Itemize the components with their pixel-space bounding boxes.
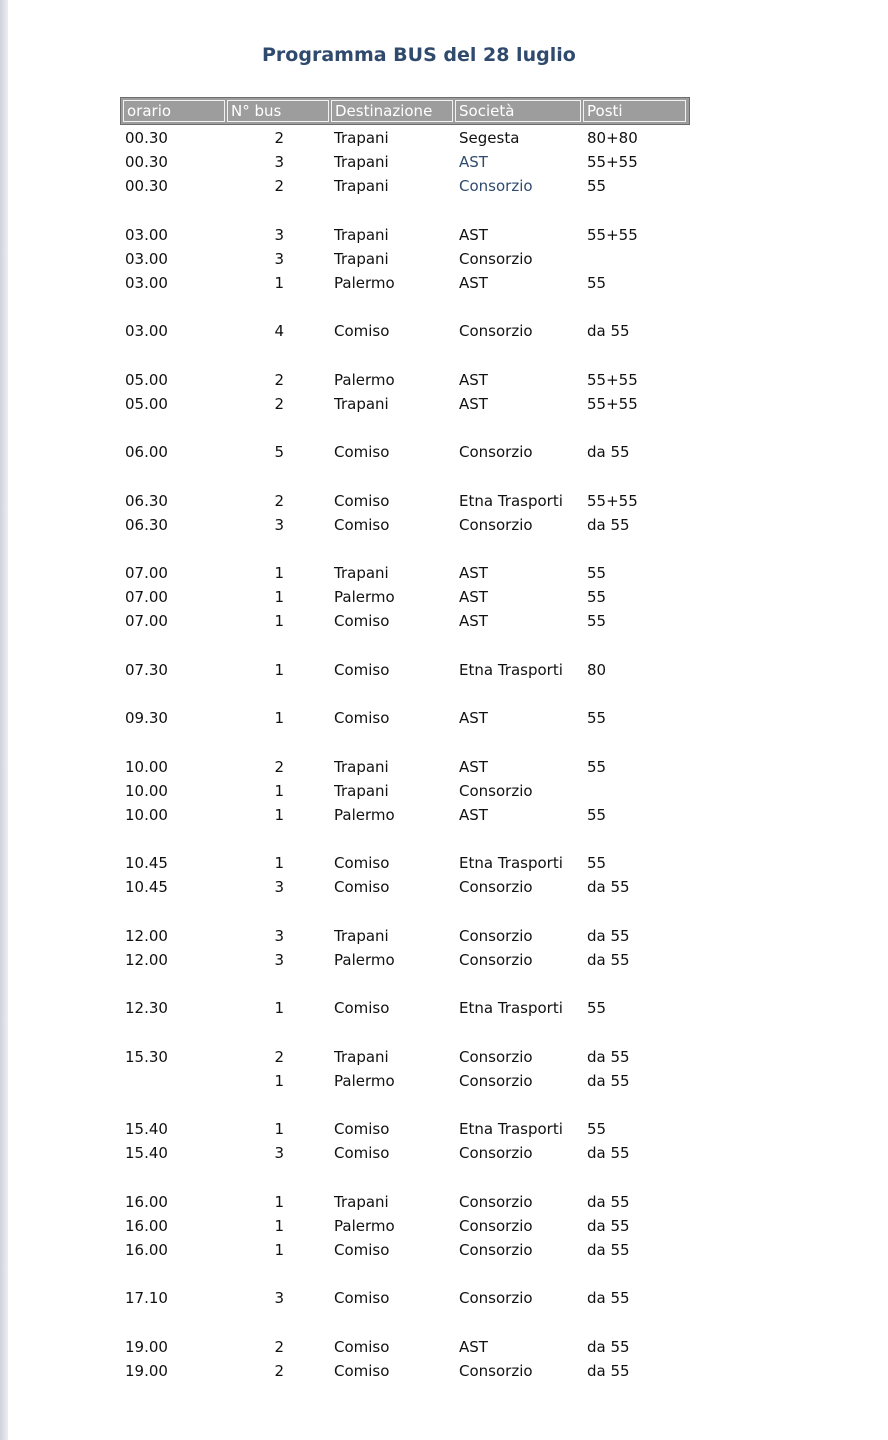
cell-societa: AST (459, 758, 488, 776)
cell-posti: 55+55 (587, 492, 638, 510)
cell-posti: 55 (587, 999, 607, 1017)
cell-destinazione: Comiso (334, 516, 390, 534)
cell-n-bus: 1 (274, 1072, 284, 1090)
cell-posti: 55+55 (587, 395, 638, 413)
page-title: Programma BUS del 28 luglio (262, 44, 576, 66)
cell-n-bus: 3 (274, 878, 284, 896)
cell-posti: da 55 (587, 1193, 630, 1211)
table-row (0, 1046, 888, 1068)
cell-societa: Consorzio (459, 1072, 533, 1090)
cell-destinazione: Palermo (334, 806, 395, 824)
cell-societa: Consorzio (459, 782, 533, 800)
table-row (0, 659, 888, 681)
cell-orario: 10.45 (125, 854, 168, 872)
table-row (0, 610, 888, 632)
cell-n-bus: 3 (274, 951, 284, 969)
cell-posti: 55 (587, 854, 607, 872)
cell-orario: 17.10 (125, 1289, 168, 1307)
table-row (0, 925, 888, 947)
cell-societa: Consorzio (459, 1144, 533, 1162)
cell-destinazione: Palermo (334, 274, 395, 292)
table-row (0, 756, 888, 778)
table-row (0, 1239, 888, 1261)
table-row (0, 1336, 888, 1358)
header-orario: orario (123, 100, 225, 122)
cell-societa: AST (459, 612, 488, 630)
cell-orario: 00.30 (125, 129, 168, 147)
cell-orario: 06.00 (125, 443, 168, 461)
cell-societa: Consorzio (459, 1289, 533, 1307)
cell-societa: AST (459, 564, 488, 582)
cell-destinazione: Trapani (334, 758, 389, 776)
cell-orario: 12.30 (125, 999, 168, 1017)
table-row (0, 1215, 888, 1237)
cell-posti: da 55 (587, 878, 630, 896)
cell-n-bus: 2 (274, 395, 284, 413)
cell-n-bus: 2 (274, 371, 284, 389)
cell-destinazione: Trapani (334, 226, 389, 244)
table-row (0, 1287, 888, 1309)
cell-societa: Consorzio (459, 1193, 533, 1211)
cell-n-bus: 1 (274, 1217, 284, 1235)
cell-destinazione: Comiso (334, 1289, 390, 1307)
table-row (0, 1118, 888, 1140)
cell-destinazione: Comiso (334, 999, 390, 1017)
cell-n-bus: 2 (274, 129, 284, 147)
cell-societa: Segesta (459, 129, 520, 147)
cell-posti: da 55 (587, 1144, 630, 1162)
cell-societa: AST (459, 709, 488, 727)
cell-posti: 55+55 (587, 226, 638, 244)
cell-posti: da 55 (587, 1362, 630, 1380)
cell-orario: 16.00 (125, 1217, 168, 1235)
cell-societa: AST (459, 395, 488, 413)
cell-n-bus: 3 (274, 927, 284, 945)
cell-posti: da 55 (587, 322, 630, 340)
cell-posti: da 55 (587, 1048, 630, 1066)
cell-posti: 55 (587, 709, 607, 727)
table-row (0, 175, 888, 197)
cell-societa: Consorzio (459, 443, 533, 461)
cell-posti: da 55 (587, 1241, 630, 1259)
cell-orario: 07.30 (125, 661, 168, 679)
table-row (0, 224, 888, 246)
table-row (0, 320, 888, 342)
cell-n-bus: 1 (274, 1120, 284, 1138)
cell-orario: 09.30 (125, 709, 168, 727)
cell-destinazione: Comiso (334, 878, 390, 896)
cell-societa: Etna Trasporti (459, 1120, 563, 1138)
cell-societa: Consorzio (459, 1217, 533, 1235)
cell-posti: da 55 (587, 443, 630, 461)
table-row (0, 514, 888, 536)
cell-societa: AST (459, 588, 488, 606)
cell-societa: AST (459, 274, 488, 292)
cell-posti: 55 (587, 758, 607, 776)
cell-orario: 10.00 (125, 758, 168, 776)
cell-posti: da 55 (587, 951, 630, 969)
cell-orario: 00.30 (125, 153, 168, 171)
cell-destinazione: Trapani (334, 927, 389, 945)
table-row (0, 1360, 888, 1382)
cell-societa: Consorzio (459, 1241, 533, 1259)
cell-orario: 07.00 (125, 564, 168, 582)
cell-societa: Consorzio (459, 1362, 533, 1380)
table-row (0, 780, 888, 802)
table-row (0, 997, 888, 1019)
cell-orario: 06.30 (125, 516, 168, 534)
table-row (0, 876, 888, 898)
cell-societa: Etna Trasporti (459, 661, 563, 679)
cell-orario: 05.00 (125, 371, 168, 389)
cell-orario: 16.00 (125, 1241, 168, 1259)
cell-destinazione: Trapani (334, 177, 389, 195)
cell-posti: da 55 (587, 1289, 630, 1307)
cell-posti: 80 (587, 661, 607, 679)
table-row (0, 586, 888, 608)
cell-orario: 15.40 (125, 1120, 168, 1138)
header-societa: Società (455, 100, 581, 122)
table-row (0, 562, 888, 584)
cell-orario: 03.00 (125, 226, 168, 244)
cell-n-bus: 1 (274, 999, 284, 1017)
cell-destinazione: Comiso (334, 443, 390, 461)
cell-destinazione: Trapani (334, 395, 389, 413)
cell-posti: 80+80 (587, 129, 638, 147)
cell-n-bus: 1 (274, 564, 284, 582)
cell-destinazione: Palermo (334, 371, 395, 389)
cell-orario: 07.00 (125, 588, 168, 606)
table-row (0, 248, 888, 270)
cell-societa: Consorzio (459, 177, 533, 195)
cell-destinazione: Palermo (334, 1217, 395, 1235)
cell-n-bus: 1 (274, 1193, 284, 1211)
table-row (0, 490, 888, 512)
cell-orario: 19.00 (125, 1362, 168, 1380)
header-destinazione: Destinazione (331, 100, 453, 122)
table-row (0, 272, 888, 294)
cell-societa: Consorzio (459, 878, 533, 896)
cell-destinazione: Comiso (334, 612, 390, 630)
cell-n-bus: 1 (274, 854, 284, 872)
table-row (0, 852, 888, 874)
cell-destinazione: Palermo (334, 1072, 395, 1090)
table-row (0, 127, 888, 149)
cell-orario: 07.00 (125, 612, 168, 630)
cell-destinazione: Trapani (334, 250, 389, 268)
cell-destinazione: Comiso (334, 1362, 390, 1380)
cell-n-bus: 2 (274, 1362, 284, 1380)
table-row (0, 151, 888, 173)
cell-n-bus: 3 (274, 1144, 284, 1162)
cell-societa: Consorzio (459, 951, 533, 969)
cell-destinazione: Comiso (334, 854, 390, 872)
cell-posti: 55+55 (587, 153, 638, 171)
cell-posti: da 55 (587, 1338, 630, 1356)
cell-societa: AST (459, 226, 488, 244)
cell-societa: Etna Trasporti (459, 999, 563, 1017)
cell-n-bus: 1 (274, 661, 284, 679)
cell-destinazione: Comiso (334, 661, 390, 679)
table-row (0, 1070, 888, 1092)
cell-societa: Consorzio (459, 516, 533, 534)
cell-destinazione: Palermo (334, 588, 395, 606)
cell-orario: 16.00 (125, 1193, 168, 1211)
cell-posti: 55 (587, 564, 607, 582)
cell-destinazione: Trapani (334, 1048, 389, 1066)
cell-posti: 55+55 (587, 371, 638, 389)
cell-n-bus: 1 (274, 782, 284, 800)
cell-societa: AST (459, 806, 488, 824)
cell-destinazione: Comiso (334, 1120, 390, 1138)
cell-societa: Etna Trasporti (459, 492, 563, 510)
cell-orario: 12.00 (125, 927, 168, 945)
cell-posti: da 55 (587, 1217, 630, 1235)
cell-destinazione: Comiso (334, 1241, 390, 1259)
cell-posti: da 55 (587, 927, 630, 945)
cell-n-bus: 2 (274, 177, 284, 195)
cell-societa: AST (459, 153, 488, 171)
header-posti: Posti (583, 100, 686, 122)
table-row (0, 369, 888, 391)
cell-societa: AST (459, 1338, 488, 1356)
cell-orario: 03.00 (125, 322, 168, 340)
cell-orario: 05.00 (125, 395, 168, 413)
cell-orario: 10.00 (125, 806, 168, 824)
cell-n-bus: 3 (274, 516, 284, 534)
cell-posti: da 55 (587, 516, 630, 534)
cell-orario: 10.45 (125, 878, 168, 896)
cell-societa: Consorzio (459, 250, 533, 268)
cell-orario: 03.00 (125, 250, 168, 268)
cell-societa: Consorzio (459, 927, 533, 945)
table-row (0, 1191, 888, 1213)
cell-n-bus: 1 (274, 274, 284, 292)
cell-n-bus: 3 (274, 250, 284, 268)
cell-orario: 15.40 (125, 1144, 168, 1162)
cell-posti: da 55 (587, 1072, 630, 1090)
cell-orario: 15.30 (125, 1048, 168, 1066)
cell-n-bus: 3 (274, 226, 284, 244)
cell-destinazione: Comiso (334, 492, 390, 510)
cell-n-bus: 2 (274, 1338, 284, 1356)
cell-n-bus: 1 (274, 806, 284, 824)
cell-orario: 10.00 (125, 782, 168, 800)
cell-n-bus: 3 (274, 153, 284, 171)
cell-societa: Consorzio (459, 1048, 533, 1066)
cell-destinazione: Comiso (334, 322, 390, 340)
cell-orario: 03.00 (125, 274, 168, 292)
cell-posti: 55 (587, 274, 607, 292)
table-row (0, 707, 888, 729)
cell-posti: 55 (587, 177, 607, 195)
cell-societa: AST (459, 371, 488, 389)
cell-destinazione: Trapani (334, 129, 389, 147)
cell-n-bus: 2 (274, 758, 284, 776)
cell-societa: Consorzio (459, 322, 533, 340)
cell-n-bus: 1 (274, 1241, 284, 1259)
header-n-bus: N° bus (227, 100, 329, 122)
cell-destinazione: Trapani (334, 153, 389, 171)
cell-posti: 55 (587, 1120, 607, 1138)
cell-societa: Etna Trasporti (459, 854, 563, 872)
cell-n-bus: 3 (274, 1289, 284, 1307)
cell-destinazione: Trapani (334, 782, 389, 800)
table-row (0, 441, 888, 463)
cell-destinazione: Comiso (334, 1338, 390, 1356)
cell-destinazione: Trapani (334, 1193, 389, 1211)
cell-n-bus: 4 (274, 322, 284, 340)
cell-n-bus: 2 (274, 1048, 284, 1066)
cell-destinazione: Trapani (334, 564, 389, 582)
cell-orario: 06.30 (125, 492, 168, 510)
cell-n-bus: 1 (274, 588, 284, 606)
cell-destinazione: Comiso (334, 1144, 390, 1162)
table-row (0, 804, 888, 826)
cell-posti: 55 (587, 612, 607, 630)
cell-n-bus: 1 (274, 709, 284, 727)
cell-n-bus: 1 (274, 612, 284, 630)
table-row (0, 1142, 888, 1164)
cell-destinazione: Palermo (334, 951, 395, 969)
cell-posti: 55 (587, 806, 607, 824)
cell-orario: 00.30 (125, 177, 168, 195)
cell-n-bus: 5 (274, 443, 284, 461)
cell-orario: 12.00 (125, 951, 168, 969)
table-row (0, 393, 888, 415)
cell-orario: 19.00 (125, 1338, 168, 1356)
cell-posti: 55 (587, 588, 607, 606)
cell-destinazione: Comiso (334, 709, 390, 727)
table-row (0, 949, 888, 971)
cell-n-bus: 2 (274, 492, 284, 510)
